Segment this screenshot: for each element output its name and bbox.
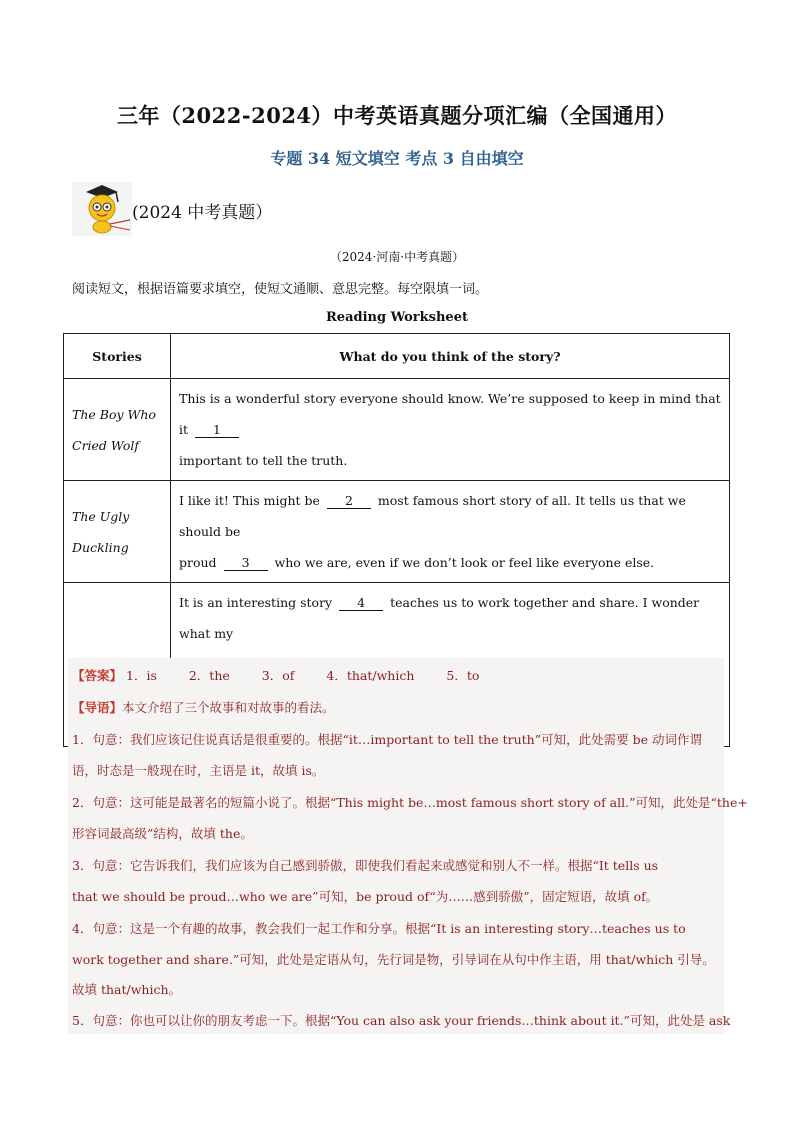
- opinion-text: This is a wonderful story everyone should know. We’re supposed to keep in mind that it: [179, 391, 721, 437]
- answer-item: 1．is: [126, 668, 157, 683]
- story-name-line: Cried Wolf: [72, 437, 140, 453]
- answer-item: 5．to: [446, 668, 480, 683]
- opinion-text: I like it! This might be: [179, 493, 320, 508]
- table-header-row: [64, 334, 730, 379]
- question-instruction: 阅读短文，根据语篇要求填空，使短文通顺、意思完整。每空限填一词。: [72, 282, 489, 297]
- guide-line: [72, 698, 335, 716]
- answer-line: [72, 666, 507, 684]
- story-name-line: The Boy Who: [72, 406, 156, 422]
- story-opinion: [171, 379, 730, 481]
- opinion-text: most famous short story of all. It tells us that we should be: [179, 493, 686, 539]
- blank-2[interactable]: 2: [327, 493, 371, 509]
- worksheet-title: Reading Worksheet: [326, 310, 468, 325]
- blank-4[interactable]: 4: [339, 595, 383, 611]
- opinion-text: important to tell the truth.: [179, 453, 348, 468]
- opinion-text: teaches us to work together and share. I wonder what my: [179, 595, 700, 641]
- table-row: [64, 379, 730, 481]
- story-name-line: The Ugly: [72, 508, 130, 524]
- answer-item: 3．of: [261, 668, 295, 683]
- opinion-text: It is an interesting story: [179, 595, 333, 610]
- table-row: [64, 481, 730, 583]
- opinion-text: who we are, even if we don’t look or feel like everyone else.: [274, 555, 655, 570]
- answer-tag: 【答案】: [72, 668, 123, 683]
- explanation-line: 形容词最高级”结构，故填 the。: [72, 826, 253, 841]
- question-source: （2024·河南·中考真题）: [329, 250, 465, 264]
- explanation-line: 4．句意：这是一个有趣的故事，教会我们一起工作和分享。根据“It is an interesting story…teaches us to: [72, 921, 686, 936]
- answer-item: 2．the: [188, 668, 230, 683]
- explanation-line: that we should be proud…who we are”可知，be proud of“为……感到骄傲”，固定短语，故填 of。: [72, 889, 659, 904]
- blank-1[interactable]: 1: [195, 422, 239, 438]
- header-stories: Stories: [64, 334, 171, 379]
- opinion-text: proud: [179, 555, 217, 570]
- explanation-line: 1．句意：我们应该记住说真话是很重要的。根据“it…important to tell the truth”可知，此处需要 be 动词作谓: [72, 732, 702, 747]
- scholar-mascot-icon: [72, 182, 132, 236]
- explanation-line: 语，时态是一般现在时，主语是 it，故填 is。: [72, 763, 325, 778]
- header-opinion: What do you think of the story?: [171, 334, 730, 379]
- story-name: [64, 379, 171, 481]
- explanation-line: 3．句意：它告诉我们，我们应该为自己感到骄傲，即使我们看起来或感觉和别人不一样。根据“It tells us: [72, 858, 659, 873]
- explanation-line: 5．句意：你也可以让你的朋友考虑一下。根据“You can also ask your friends…think about it.”可知，此处是 ask: [72, 1013, 731, 1028]
- story-name-line: Duckling: [72, 539, 129, 555]
- blank-3[interactable]: 3: [224, 555, 268, 571]
- answer-item: 4．that/which: [326, 668, 415, 683]
- explanation-line: 2．句意：这可能是最著名的短篇小说了。根据“This might be…most famous short story of all.”可知，此处是“the+: [72, 795, 748, 810]
- document-title: 三年（2022-2024）中考英语真题分项汇编（全国通用）: [116, 103, 678, 128]
- story-name: [64, 481, 171, 583]
- guide-text: 本文介绍了三个故事和对故事的看法。: [122, 700, 335, 715]
- document-subtitle: 专题 34 短文填空 考点 3 自由填空: [270, 149, 524, 168]
- story-opinion: [171, 481, 730, 583]
- guide-tag: 【导语】: [72, 700, 123, 715]
- explanation-line: work together and share.”可知，此处是定语从句，先行词是物，引导词在从句中作主语，用 that/which 引导。: [72, 952, 715, 967]
- explanation-line: 故填 that/which。: [72, 982, 182, 997]
- answer-section: [68, 658, 748, 1034]
- year-label: (2024 中考真题）: [132, 203, 273, 223]
